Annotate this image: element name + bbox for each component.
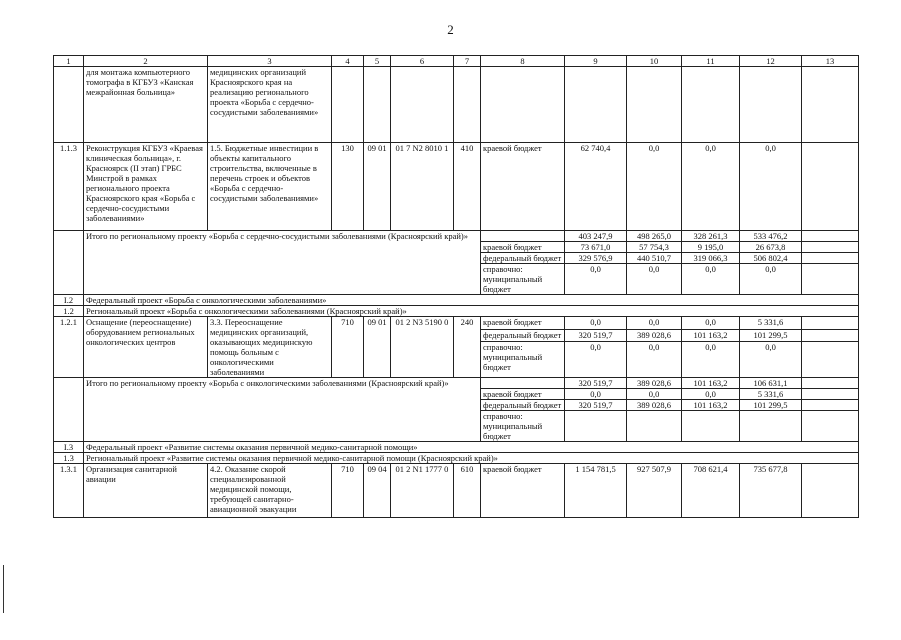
value-cell: 708 621,4 [682, 464, 740, 518]
header-cell: 13 [802, 56, 859, 67]
table-row [54, 143, 859, 231]
code-cell: 01 2 N3 5190 0 [391, 317, 454, 378]
funding-source: федеральный бюджет [481, 253, 565, 264]
value-cell: 0,0 [740, 264, 802, 295]
section-row [54, 442, 859, 453]
header-row [54, 56, 859, 67]
item-measure: 3.3. Переоснащение медицинских организаций, оказывающих медицинскую помощь больным с онкологическими заболеваниями [208, 317, 332, 378]
funding-source: краевой бюджет [481, 317, 565, 330]
section-title: Федеральный проект «Развитие системы оказания первичной медико-санитарной помощи» [84, 442, 859, 453]
value-cell: 0,0 [682, 342, 740, 378]
value-cell: 0,0 [627, 342, 682, 378]
header-cell: 6 [391, 56, 454, 67]
value-cell: 440 510,7 [627, 253, 682, 264]
funding-source [481, 231, 565, 242]
value-cell: 0,0 [565, 264, 627, 295]
section-title: Федеральный проект «Борьба с онкологическими заболеваниями» [84, 295, 859, 306]
item-name: Реконструкция КГБУЗ «Краевая клиническая больница», г. Красноярск (II этап) ГРБС Минстрой в рамках регионального проекта Красноярского края «Борьба с сердечно-сосудистыми заболеваниями» [84, 143, 208, 231]
section-number: I.3 [54, 442, 84, 453]
item-name: Организация санитарной авиации [84, 464, 208, 518]
value-cell: 0,0 [565, 342, 627, 378]
funding-source: краевой бюджет [481, 143, 565, 231]
table-row [54, 464, 859, 518]
value-cell: 735 677,8 [740, 464, 802, 518]
value-cell: 73 671,0 [565, 242, 627, 253]
code-cell: 240 [454, 317, 481, 378]
item-name: для монтажа компьютерного томографа в КГБУЗ «Канская межрайонная больница» [84, 67, 208, 143]
value-cell: 5 331,6 [740, 317, 802, 330]
funding-source: федеральный бюджет [481, 400, 565, 411]
value-cell: 0,0 [740, 342, 802, 378]
item-measure: 1.5. Бюджетные инвестиции в объекты капитального строительства, включенные в перечень строек и объектов «Борьба с сердечно-сосудистыми заболеваниями» [208, 143, 332, 231]
header-cell: 7 [454, 56, 481, 67]
code-cell: 01 7 N2 8010 1 [391, 143, 454, 231]
code-cell: 130 [332, 143, 364, 231]
value-cell [682, 411, 740, 442]
funding-source: краевой бюджет [481, 389, 565, 400]
funding-source: справочно: муниципальный бюджет [481, 411, 565, 442]
header-cell: 5 [364, 56, 391, 67]
value-cell: 0,0 [565, 389, 627, 400]
header-cell: 8 [481, 56, 565, 67]
value-cell: 328 261,3 [682, 231, 740, 242]
section-row [54, 295, 859, 306]
code-cell: 09 04 [364, 464, 391, 518]
code-cell: 09 01 [364, 317, 391, 378]
header-cell: 9 [565, 56, 627, 67]
header-cell: 10 [627, 56, 682, 67]
value-cell: 389 028,6 [627, 400, 682, 411]
item-number: 1.3.1 [54, 464, 84, 518]
value-cell: 101 163,2 [682, 329, 740, 342]
value-cell: 389 028,6 [627, 378, 682, 389]
total-label: Итого по региональному проекту «Борьба с онкологическими заболеваниями (Красноярский край)» [84, 378, 481, 442]
value-cell: 320 519,7 [565, 378, 627, 389]
section-number: 1.2 [54, 306, 84, 317]
value-cell: 0,0 [682, 143, 740, 231]
table-row [54, 67, 859, 143]
code-cell: 710 [332, 317, 364, 378]
value-cell: 0,0 [627, 317, 682, 330]
item-number: 1.2.1 [54, 317, 84, 378]
value-cell: 101 299,5 [740, 329, 802, 342]
section-number: 1.3 [54, 453, 84, 464]
section-title: Региональный проект «Развитие системы оказания первичной медико-санитарной помощи (Красноярский край)» [84, 453, 859, 464]
item-measure: 4.2. Оказание скорой специализированной медицинской помощи, требующей санитарно-авиационной эвакуации [208, 464, 332, 518]
value-cell: 506 802,4 [740, 253, 802, 264]
value-cell: 389 028,6 [627, 329, 682, 342]
code-cell: 410 [454, 143, 481, 231]
value-cell: 101 299,5 [740, 400, 802, 411]
value-cell: 927 507,9 [627, 464, 682, 518]
scan-edge-line [3, 565, 4, 613]
funding-source: справочно: муниципальный бюджет [481, 264, 565, 295]
value-cell: 498 265,0 [627, 231, 682, 242]
total-row [54, 231, 859, 242]
value-cell: 0,0 [627, 143, 682, 231]
code-cell: 09 01 [364, 143, 391, 231]
value-cell: 0,0 [682, 389, 740, 400]
section-row [54, 306, 859, 317]
value-cell: 320 519,7 [565, 329, 627, 342]
item-number: 1.1.3 [54, 143, 84, 231]
value-cell: 26 673,8 [740, 242, 802, 253]
value-cell: 403 247,9 [565, 231, 627, 242]
funding-source: федеральный бюджет [481, 329, 565, 342]
total-row [54, 378, 859, 389]
value-cell: 5 331,6 [740, 389, 802, 400]
section-number: I.2 [54, 295, 84, 306]
value-cell: 320 519,7 [565, 400, 627, 411]
item-name: Оснащение (переоснащение) оборудованием региональных онкологических центров [84, 317, 208, 378]
value-cell: 62 740,4 [565, 143, 627, 231]
section-title: Региональный проект «Борьба с онкологическими заболеваниями (Красноярский край)» [84, 306, 859, 317]
value-cell: 0,0 [682, 264, 740, 295]
funding-source: краевой бюджет [481, 242, 565, 253]
value-cell: 0,0 [740, 143, 802, 231]
header-cell: 2 [84, 56, 208, 67]
value-cell: 329 576,9 [565, 253, 627, 264]
header-cell: 1 [54, 56, 84, 67]
budget-table [53, 55, 859, 518]
item-measure: медицинских организаций Красноярского края на реализацию регионального проекта «Борьба с сердечно-сосудистыми заболеваниями» [208, 67, 332, 143]
value-cell: 533 476,2 [740, 231, 802, 242]
value-cell [565, 411, 627, 442]
table-row [54, 317, 859, 330]
section-row [54, 453, 859, 464]
total-label: Итого по региональному проекту «Борьба с сердечно-сосудистыми заболеваниями (Красноярский край)» [84, 231, 481, 295]
value-cell: 0,0 [627, 389, 682, 400]
value-cell: 0,0 [682, 317, 740, 330]
header-cell: 3 [208, 56, 332, 67]
value-cell: 106 631,1 [740, 378, 802, 389]
value-cell [627, 411, 682, 442]
code-cell: 610 [454, 464, 481, 518]
value-cell: 101 163,2 [682, 400, 740, 411]
funding-source: справочно: муниципальный бюджет [481, 342, 565, 378]
header-cell: 4 [332, 56, 364, 67]
value-cell: 0,0 [627, 264, 682, 295]
value-cell: 1 154 781,5 [565, 464, 627, 518]
funding-source [481, 378, 565, 389]
header-cell: 11 [682, 56, 740, 67]
code-cell: 710 [332, 464, 364, 518]
value-cell [740, 411, 802, 442]
value-cell: 9 195,0 [682, 242, 740, 253]
funding-source: краевой бюджет [481, 464, 565, 518]
value-cell: 319 066,3 [682, 253, 740, 264]
value-cell: 101 163,2 [682, 378, 740, 389]
header-cell: 12 [740, 56, 802, 67]
value-cell: 0,0 [565, 317, 627, 330]
code-cell: 01 2 N1 1777 0 [391, 464, 454, 518]
value-cell: 57 754,3 [627, 242, 682, 253]
page-number: 2 [447, 22, 454, 37]
